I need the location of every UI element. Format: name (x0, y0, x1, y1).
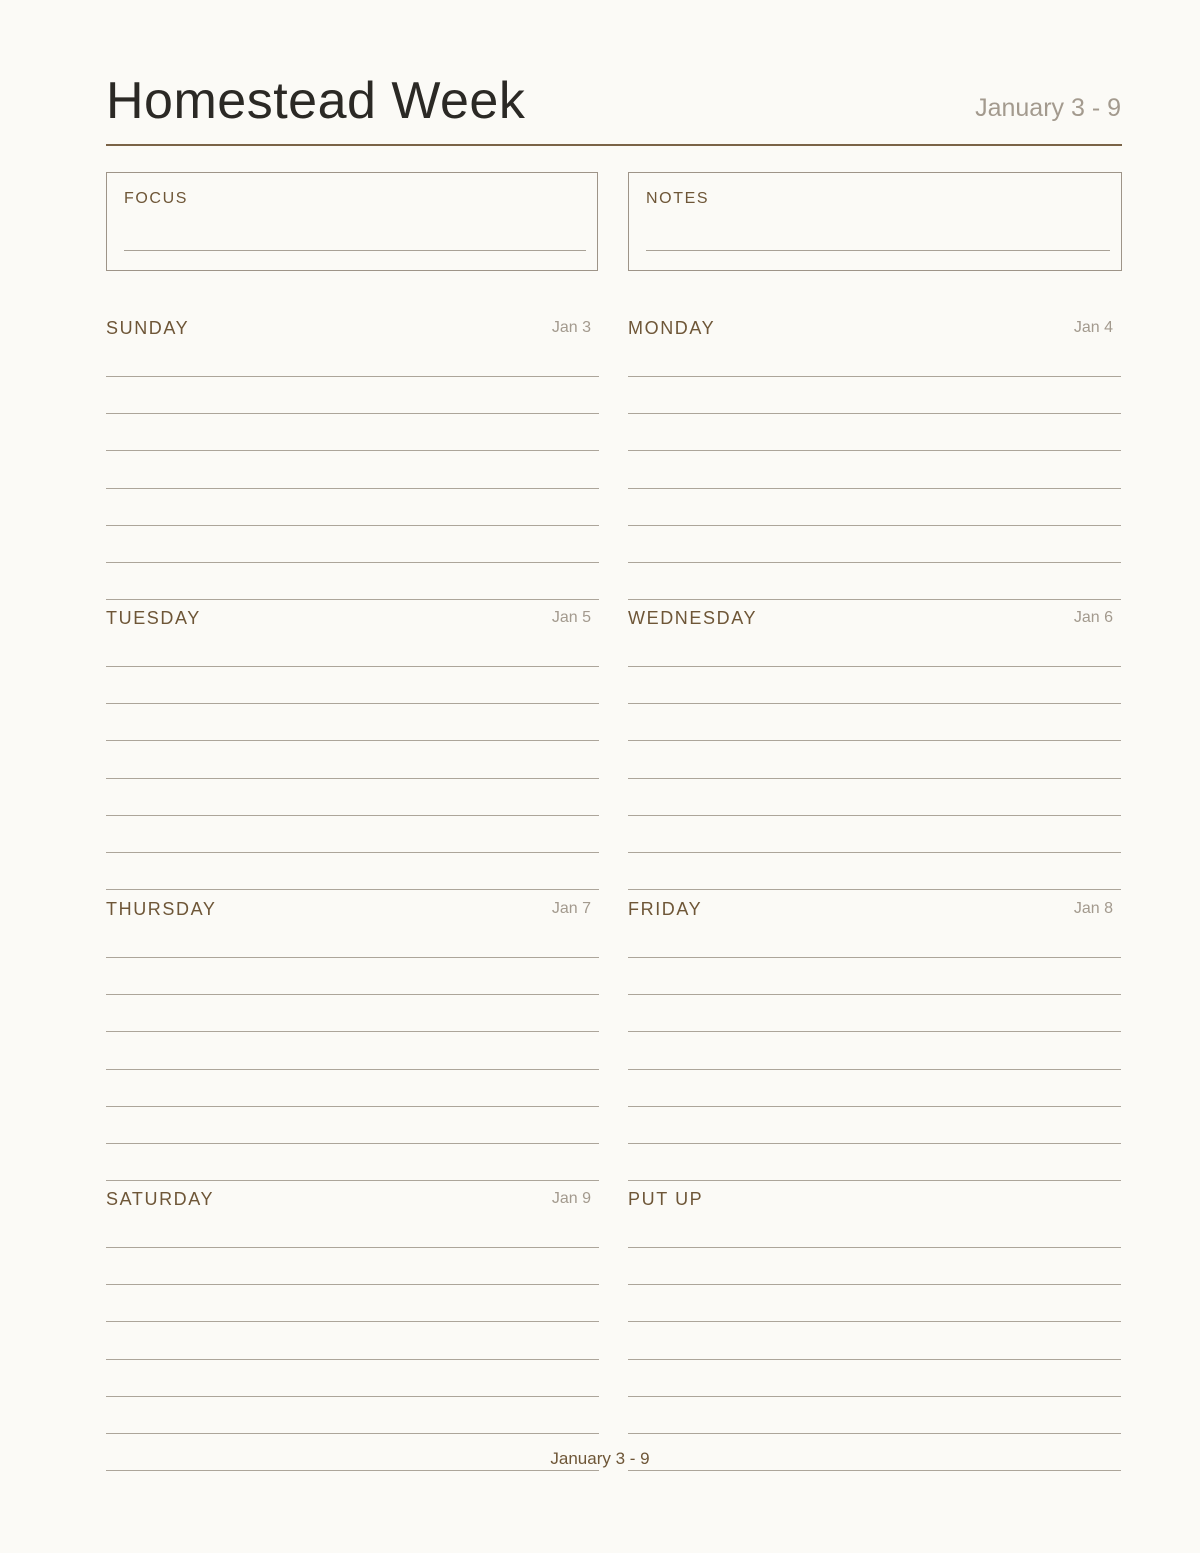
writing-line[interactable] (628, 1180, 1121, 1181)
writing-line[interactable] (106, 994, 599, 995)
writing-line[interactable] (106, 1031, 599, 1032)
day-date: Jan 3 (551, 319, 591, 336)
writing-line[interactable] (628, 815, 1121, 816)
notes-label: NOTES (646, 190, 710, 207)
writing-line[interactable] (106, 525, 599, 526)
writing-line[interactable] (106, 815, 599, 816)
writing-line[interactable] (628, 450, 1121, 451)
writing-line[interactable] (106, 376, 599, 377)
writing-line[interactable] (106, 1106, 599, 1107)
footer-divider-right (628, 1470, 1121, 1471)
writing-line[interactable] (106, 740, 599, 741)
focus-label: FOCUS (124, 190, 188, 207)
day-date: Jan 6 (1073, 609, 1113, 626)
writing-line[interactable] (628, 1321, 1121, 1322)
page-title: Homestead Week (106, 72, 526, 130)
writing-line[interactable] (628, 1433, 1121, 1434)
writing-line[interactable] (628, 852, 1121, 853)
writing-line[interactable] (628, 1359, 1121, 1360)
writing-line[interactable] (628, 666, 1121, 667)
writing-line[interactable] (106, 957, 599, 958)
writing-line[interactable] (106, 450, 599, 451)
day-name: TUESDAY (106, 608, 201, 628)
writing-line[interactable] (628, 994, 1121, 995)
day-date: Jan 4 (1073, 319, 1113, 336)
footer-divider-left (106, 1470, 599, 1471)
writing-line[interactable] (106, 1359, 599, 1360)
writing-line[interactable] (628, 599, 1121, 600)
writing-line[interactable] (106, 778, 599, 779)
day-name: PUT UP (628, 1189, 704, 1209)
day-date: Jan 8 (1073, 900, 1113, 917)
writing-line[interactable] (106, 703, 599, 704)
writing-line[interactable] (628, 488, 1121, 489)
writing-line[interactable] (106, 666, 599, 667)
day-name: SUNDAY (106, 318, 190, 338)
writing-line[interactable] (106, 852, 599, 853)
writing-line[interactable] (628, 1031, 1121, 1032)
footer-date-range: January 3 - 9 (550, 1449, 650, 1468)
writing-line[interactable] (106, 1433, 599, 1434)
day-name: THURSDAY (106, 899, 217, 919)
writing-line[interactable] (628, 889, 1121, 890)
writing-line[interactable] (106, 1069, 599, 1070)
focus-writing-line[interactable] (124, 250, 586, 251)
day-name: SATURDAY (106, 1189, 215, 1209)
writing-line[interactable] (628, 413, 1121, 414)
writing-line[interactable] (628, 1396, 1121, 1397)
writing-line[interactable] (106, 413, 599, 414)
date-range: January 3 - 9 (975, 94, 1121, 122)
writing-line[interactable] (106, 1396, 599, 1397)
writing-line[interactable] (106, 889, 599, 890)
writing-line[interactable] (106, 1180, 599, 1181)
writing-line[interactable] (106, 488, 599, 489)
writing-line[interactable] (628, 376, 1121, 377)
writing-line[interactable] (628, 1143, 1121, 1144)
writing-line[interactable] (106, 1284, 599, 1285)
writing-line[interactable] (628, 562, 1121, 563)
notes-box[interactable] (628, 172, 1122, 271)
writing-line[interactable] (628, 1069, 1121, 1070)
day-date: Jan 9 (551, 1190, 591, 1207)
writing-line[interactable] (106, 1143, 599, 1144)
focus-box[interactable] (106, 172, 598, 271)
writing-line[interactable] (628, 1106, 1121, 1107)
header-divider (106, 144, 1122, 146)
writing-line[interactable] (628, 1247, 1121, 1248)
writing-line[interactable] (106, 1321, 599, 1322)
writing-line[interactable] (628, 740, 1121, 741)
writing-line[interactable] (106, 562, 599, 563)
day-date: Jan 7 (551, 900, 591, 917)
notes-writing-line[interactable] (646, 250, 1110, 251)
writing-line[interactable] (628, 778, 1121, 779)
day-name: FRIDAY (628, 899, 703, 919)
writing-line[interactable] (628, 1284, 1121, 1285)
day-name: MONDAY (628, 318, 716, 338)
writing-line[interactable] (628, 957, 1121, 958)
writing-line[interactable] (628, 525, 1121, 526)
day-date: Jan 5 (551, 609, 591, 626)
writing-line[interactable] (628, 703, 1121, 704)
writing-line[interactable] (106, 1247, 599, 1248)
day-name: WEDNESDAY (628, 608, 758, 628)
writing-line[interactable] (106, 599, 599, 600)
